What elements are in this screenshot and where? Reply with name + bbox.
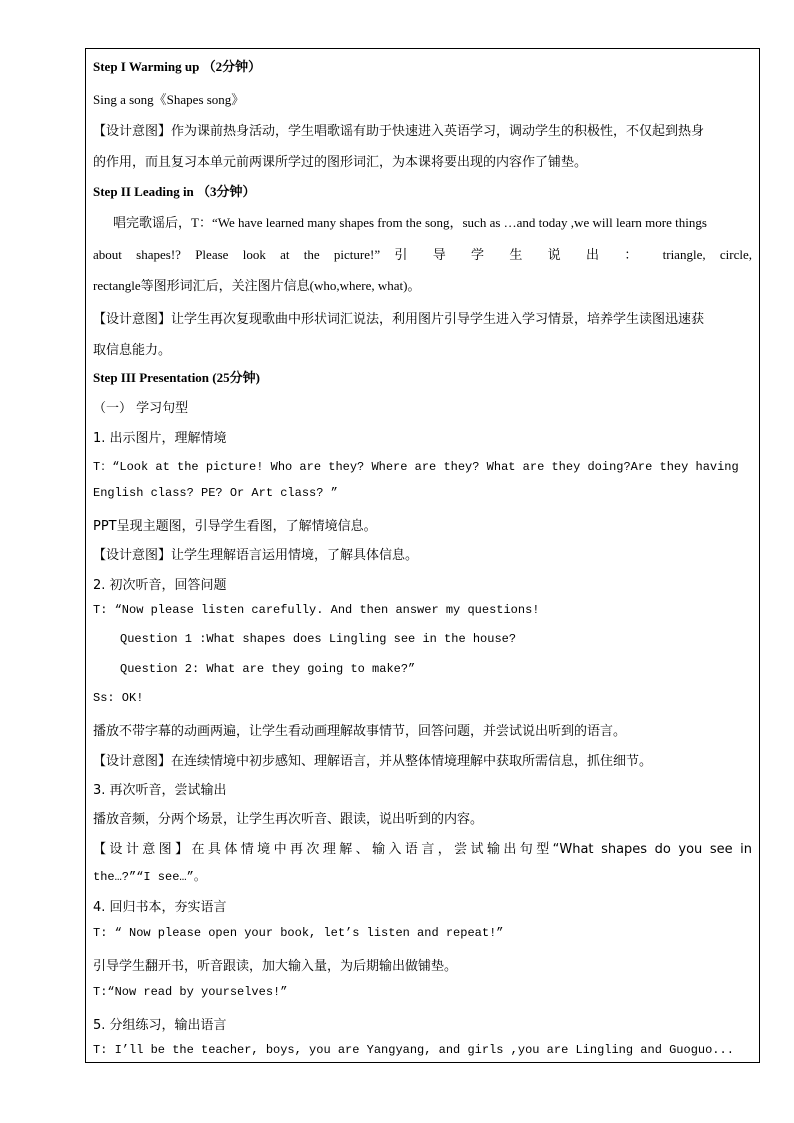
leading-line-2: about shapes!? Please look at the picture!” 引 导 学 生 说 出 ： triangle, circle, bbox=[93, 247, 752, 262]
item-5-title: 5. 分组练习，输出语言 bbox=[93, 1018, 227, 1033]
leading-line-1: 唱完歌谣后，T：“We have learned many shapes from the song，such as …and today ,we will learn more things bbox=[113, 215, 707, 230]
step3-heading: Step III Presentation (25分钟) bbox=[93, 370, 260, 385]
students-ok: Ss: OK! bbox=[93, 691, 144, 705]
step2-heading: Step II Leading in （3分钟） bbox=[93, 184, 256, 199]
item-1-title: 1. 出示图片，理解情境 bbox=[93, 431, 227, 446]
dialogue-line-2: English class? PE? Or Art class? ” bbox=[93, 486, 338, 500]
roleplay-line: T: I’ll be the teacher, boys, you are Yangyang, and girls ,you are Lingling and Guoguo... bbox=[93, 1043, 734, 1057]
item-3-title: 3. 再次听音，尝试输出 bbox=[93, 783, 227, 798]
section-one-title: （一） 学习句型 bbox=[93, 401, 189, 416]
leading-line-3: rectangle等图形词汇后，关注图片信息(who,where, what)。 bbox=[93, 278, 421, 293]
design-intent-5b: the…?”“I see…”。 bbox=[93, 870, 206, 884]
design-intent-3: 【设计意图】让学生理解语言运用情境，了解具体信息。 bbox=[93, 548, 419, 563]
design-intent-5a: 【设计意图】在具体情境中再次理解、输入语言，尝试输出句型“What shapes do you see in bbox=[93, 842, 752, 857]
design-intent-1a: 【设计意图】作为课前热身活动，学生唱歌谣有助于快速进入英语学习，调动学生的积极性，不仅起到热身 bbox=[93, 124, 705, 139]
animation-line: 播放不带字幕的动画两遍，让学生看动画理解故事情节，回答问题，并尝试说出听到的语言。 bbox=[93, 724, 627, 739]
question-1: Question 1 :What shapes does Lingling see in the house? bbox=[120, 632, 517, 646]
read-line: T:“Now read by yourselves!” bbox=[93, 985, 288, 999]
audio-line: 播放音频，分两个场景，让学生再次听音、跟读，说出听到的内容。 bbox=[93, 812, 484, 827]
open-book-line: T: “ Now please open your book, let’s listen and repeat!” bbox=[93, 926, 504, 940]
design-intent-1b: 的作用，而且复习本单元前两课所学过的图形词汇，为本课将要出现的内容作了铺垫。 bbox=[93, 155, 588, 170]
ppt-line: PPT呈现主题图，引导学生看图，了解情境信息。 bbox=[93, 519, 377, 534]
dialogue-line-1: T：“Look at the picture! Who are they? Where are they? What are they doing?Are they having bbox=[93, 460, 739, 474]
design-intent-2b: 取信息能力。 bbox=[93, 343, 172, 358]
step1-heading: Step I Warming up （2分钟） bbox=[93, 59, 262, 74]
item-2-title: 2. 初次听音，回答问题 bbox=[93, 578, 227, 593]
listen-instruction: T: “Now please listen carefully. And then answer my questions! bbox=[93, 603, 540, 617]
guide-book-line: 引导学生翻开书，听音跟读，加大输入量，为后期输出做铺垫。 bbox=[93, 959, 458, 974]
design-intent-2a: 【设计意图】让学生再次复现歌曲中形状词汇说法，利用图片引导学生进入学习情景，培养学生读图迅速获 bbox=[93, 312, 705, 327]
song-line: Sing a song《Shapes song》 bbox=[93, 92, 245, 107]
question-2: Question 2: What are they going to make?” bbox=[120, 662, 416, 676]
item-4-title: 4. 回归书本，夯实语言 bbox=[93, 900, 227, 915]
design-intent-4: 【设计意图】在连续情境中初步感知、理解语言，并从整体情境理解中获取所需信息，抓住细节。 bbox=[93, 754, 653, 769]
